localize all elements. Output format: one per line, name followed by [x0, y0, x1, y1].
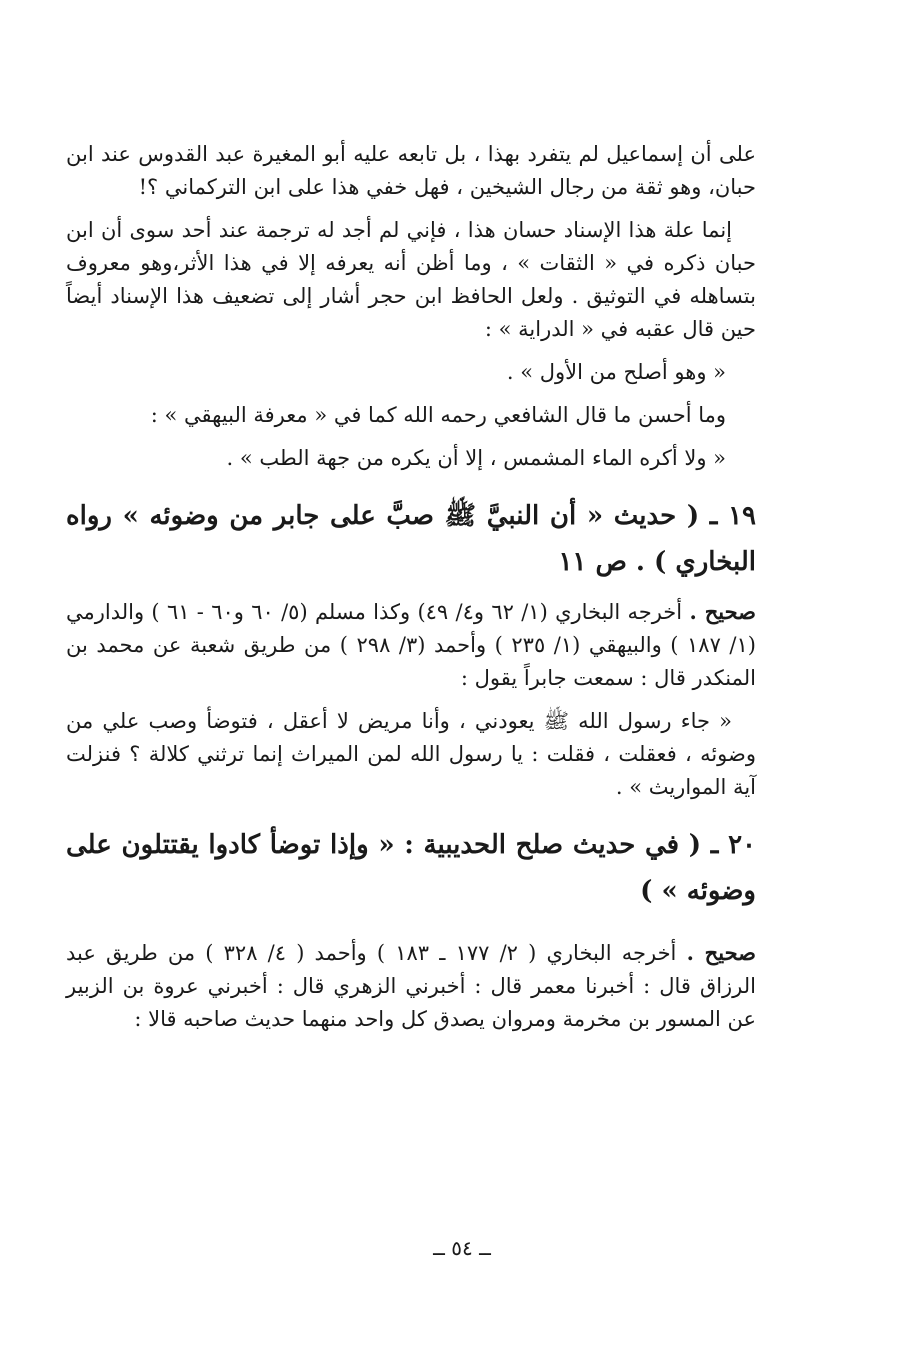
grading-19-text: أخرجه البخاري (١/ ٦٢ و٤/ ٤٩) وكذا مسلم (٥/ ٦٠ و٦٠ - ٦١ ) والدارمي (١/ ١٨٧ ) والبيهقي (١/ ٢٣٥ ) وأحمد (٣/ ٢٩٨ ) من طريق شعبة عن محمد بن المنكدر قال : سمعت جابراً يقول : [66, 600, 756, 690]
paragraph-2: إنما علة هذا الإسناد حسان هذا ، فإني لم أجد له ترجمة عند أحد سوى أن ابن حبان ذكره في « الثقات » ، وما أظن أنه يعرفه إلا في هذا الأثر،وهو معروف بتساهله في التوثيق . ولعل الحافظ ابن حجر أشار إلى تضعيف هذا الإسناد أيضاً حين قال عقبه في « الدراية » : [66, 218, 756, 341]
page-number: ــ ٥٤ ــ [433, 1236, 491, 1260]
grading-19 [66, 595, 756, 695]
paragraph-3: وما أحسن ما قال الشافعي رحمه الله كما في « معرفة البيهقي » : [150, 403, 726, 427]
grading-20-text: أخرجه البخاري ( ٢/ ١٧٧ ـ ١٨٣ ) وأحمد ( ٤/ ٣٢٨ ) من طريق عبد الرزاق قال : أخبرنا معمر قال : أخبرني الزهري قال : أخبرني عروة بن الزبير عن المسور بن مخرمة ومروان يصدق كل واحد منهما حديث صاحبه قالا : [66, 941, 756, 1031]
grading-20 [66, 936, 756, 1036]
grade-label-19: صحيح . [689, 599, 756, 624]
paragraph-1: على أن إسماعيل لم يتفرد بهذا ، بل تابعه عليه أبو المغيرة عبد القدوس عند ابن حبان، وهو ثقة من رجال الشيخين ، فهل خفي هذا على ابن التركماني ؟! [66, 142, 756, 199]
grade-label-20: صحيح . [686, 940, 756, 965]
page-body [66, 138, 756, 1036]
quote-3: « جاء رسول الله ﷺ يعودني ، وأنا مريض لا أعقل ، فتوضأ وصب علي من وضوئه ، فعقلت ، فقلت : يا رسول الله لمن الميراث إنما ترثني كلالة ؟ فنزلت آية المواريث » . [66, 709, 756, 799]
quote-1: « وهو أصلح من الأول » . [506, 360, 726, 384]
quote-2: « ولا أكره الماء المشمس ، إلا أن يكره من جهة الطب » . [226, 446, 726, 470]
hadith-19-heading: ١٩ ـ ( حديث « أن النبيَّ ﷺ صبَّ على جابر من وضوئه » رواه البخاري ) . ص ١١ [66, 501, 756, 577]
hadith-20-heading: ٢٠ ـ ( في حديث صلح الحديبية : « وإذا توضأ كادوا يقتتلون على وضوئه » ) [66, 830, 756, 906]
